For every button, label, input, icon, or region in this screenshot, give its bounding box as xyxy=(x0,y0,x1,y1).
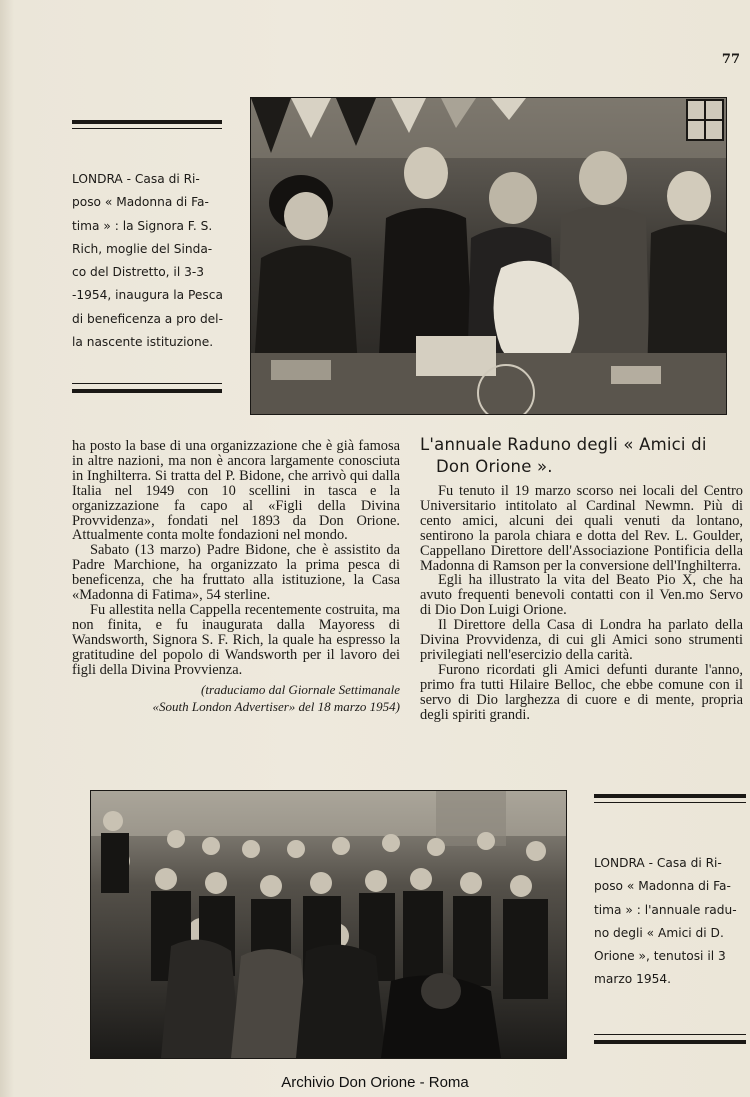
bottom-caption-rule-upper xyxy=(594,794,746,798)
top-photo-image xyxy=(251,98,726,414)
right-paragraph: Egli ha illustrato la vita del Beato Pio X, che ha avuto frequenti benevoli contatti con il Ven.mo Servo di Dio Don Luigi Orione. xyxy=(420,572,743,619)
right-article-column xyxy=(420,434,743,723)
article-heading xyxy=(420,434,743,478)
top-caption-rule-lower xyxy=(72,389,222,393)
top-caption-text: LONDRA - Casa di Ri- poso « Madonna di Fa- tima » : la Signora F. S. Rich, moglie del Sinda- co del Distretto, il 3-3 -1954, inaugura la Pesca di beneficenza a pro del- la nascente istituzione. xyxy=(72,172,223,350)
bottom-caption-text: LONDRA - Casa di Ri- poso « Madonna di Fa- tima » : l'annuale radu- no degli « Amici di D. Orione », tenutosi il 3 marzo 1954. xyxy=(594,856,737,987)
article-heading-line: Don Orione ». xyxy=(436,457,553,476)
top-photo-caption xyxy=(72,168,228,354)
left-paragraph: ha posto la base di una organizzazione che è già famosa in altre nazioni, ma non è ancora largamente conosciuta in Inghilterra. Si tratta del P. Bidone, che arrivò qui dalla Italia nel 1949 con 10 scellini in tasca e la organizzazione fa capo al «Figli della Divina Provvidenza», fondati nel 1893 da Don Orione. Attualmente conta molte fondazioni nel mondo. xyxy=(72,438,400,544)
left-article-column xyxy=(72,439,400,715)
page-number: 77 xyxy=(721,52,740,67)
source-citation-line: «South London Advertiser» del 18 marzo 1954) xyxy=(152,698,400,714)
archive-footer: Archivio Don Orione - Roma xyxy=(281,1074,469,1091)
right-paragraph: Il Direttore della Casa di Londra ha parlato della Divina Provvidenza, di cui gli Amici sono strumenti privilegiati nell'esercizio della carità. xyxy=(420,617,743,663)
bottom-caption-rule-upper-thin xyxy=(594,802,746,803)
right-paragraph: Fu tenuto il 19 marzo scorso nei locali del Centro Universitario intitolato al Cardinal Newmn. Più di cento amici, alcuni dei quali venuti da lontano, sentirono la parola chiara e dotta del Rev. L. Goulder, Cappellano Direttore dell'Associazione Pontificia della Madonna di Ramson per la conversione dell'Inghilterra. xyxy=(420,483,743,574)
left-paragraph: Fu allestita nella Cappella recentemente costruita, ma non finita, e fu inaugurata dalla Mayoress di Wandsworth, Signora S. F. Rich, la quale ha espresso la gratitudine del popolo di Wandsworth per il lavoro dei figli della Divina Provvienza. xyxy=(72,601,400,678)
top-photo-charity-raffle xyxy=(250,97,727,415)
bottom-photo-image xyxy=(91,791,566,1058)
bottom-caption-rule-lower xyxy=(594,1040,746,1044)
source-citation-line: (traduciamo dal Giornale Settimanale xyxy=(201,681,400,697)
article-heading-line: L'annuale Raduno degli « Amici di xyxy=(420,435,707,454)
bottom-photo-caption xyxy=(594,852,748,992)
top-caption-rule-upper-thin xyxy=(72,128,222,129)
right-paragraph: Furono ricordati gli Amici defunti durante l'anno, primo fra tutti Hilaire Belloc, che ebbe comune con il servo di Dio larghezza di cuore e di mente, propria degli spiriti grandi. xyxy=(420,661,743,723)
bottom-caption-rule-lower-thin xyxy=(594,1034,746,1035)
top-caption-rule-upper xyxy=(72,120,222,124)
bottom-photo-gathering xyxy=(90,790,567,1059)
left-paragraph: Sabato (13 marzo) Padre Bidone, che è assistito da Padre Marchione, ha organizzato la prima pesca di beneficenza, che ha fruttato alla istituzione, la Casa «Madonna di Fatima», 54 sterline. xyxy=(72,542,400,604)
top-caption-rule-lower-thin xyxy=(72,383,222,384)
